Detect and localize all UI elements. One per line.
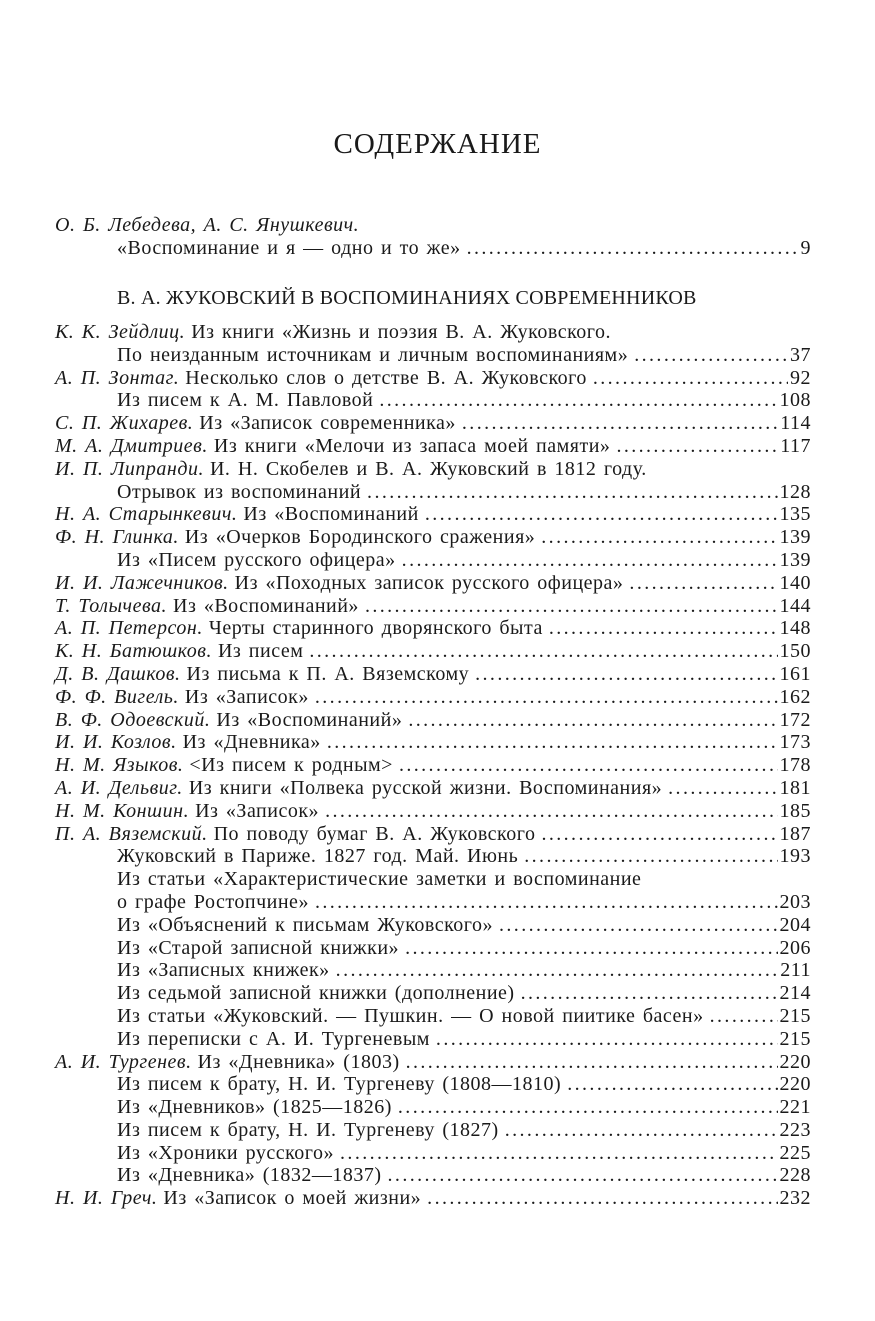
page-number: 204 (779, 913, 811, 936)
entry-title: Из статьи «Жуковский. — Пушкин. — О новой пиитике басен» (117, 1004, 704, 1027)
dot-leader (629, 572, 777, 595)
toc-entry[interactable] (55, 982, 811, 1005)
page-number: 214 (779, 982, 811, 1005)
toc-entry[interactable] (55, 1096, 811, 1119)
entry-title: Из письма к П. А. Вяземскому (186, 662, 470, 685)
entry-title: о графе Ростопчине» (117, 890, 309, 913)
entry-author: Н. А. Старынкевич. (55, 503, 238, 526)
page-number: 173 (779, 731, 811, 754)
dot-leader (462, 412, 778, 435)
entry-title: Из писем к брату, Н. И. Тургеневу (1827) (117, 1118, 499, 1141)
toc-entry[interactable] (55, 640, 811, 663)
toc-entry[interactable] (55, 344, 811, 367)
entry-title: «Воспоминание и я — одно и то же» (117, 236, 461, 259)
dot-leader (668, 777, 777, 800)
entry-title: <Из писем к родным> (189, 754, 393, 777)
entry-title: Из книги «Мелочи из запаса моей памяти» (213, 434, 611, 457)
toc-entry[interactable] (55, 367, 811, 390)
entry-title: Из «Записных книжек» (117, 959, 330, 982)
dot-leader (521, 982, 778, 1005)
toc-entry[interactable] (55, 595, 811, 618)
page-number: 206 (779, 936, 811, 959)
entry-title: Из писем (217, 640, 304, 663)
page-number: 172 (779, 708, 811, 731)
entry-author: С. П. Жихарев. (55, 412, 194, 435)
dot-leader (367, 481, 777, 504)
dot-leader (567, 1073, 777, 1096)
page-number: 187 (779, 822, 811, 845)
dot-leader (325, 800, 777, 823)
entry-author: Т. Толычева. (55, 594, 167, 617)
dot-leader (402, 549, 778, 572)
entry-title: Из «Дневника» (182, 731, 321, 754)
toc-entry[interactable] (55, 731, 811, 754)
entry-author: Д. В. Дашков. (55, 662, 181, 685)
entry-author: Ф. Ф. Вигель. (55, 685, 179, 708)
entry-author: К. К. Зейдлиц. (55, 321, 186, 343)
page-number: 225 (779, 1141, 811, 1164)
page-number: 128 (779, 480, 811, 503)
entry-author: Н. И. Греч. (55, 1187, 158, 1210)
entry-title: Из «Дневников» (1825—1826) (117, 1096, 392, 1119)
toc-list (55, 321, 811, 1210)
dot-leader (340, 1142, 777, 1165)
page-number: 223 (779, 1118, 811, 1141)
toc-entry[interactable] (55, 1119, 811, 1142)
dot-leader (524, 845, 777, 868)
toc-entry[interactable] (55, 845, 811, 868)
toc-entry[interactable] (55, 503, 811, 526)
toc-entry[interactable] (55, 1073, 811, 1096)
page-number: 215 (779, 1027, 811, 1050)
entry-title: Из книги «Жизнь и поэзия В. А. Жуковского. (191, 321, 611, 343)
dot-leader (315, 686, 778, 709)
page-number: 211 (780, 959, 811, 982)
dot-leader (616, 435, 778, 458)
page-number: 140 (779, 571, 811, 594)
toc-entry[interactable] (55, 237, 811, 260)
entry-title: Из «Дневника» (1803) (197, 1050, 400, 1073)
entry-title: Из писем к брату, Н. И. Тургеневу (1808—1810) (117, 1073, 562, 1096)
entry-author: И. П. Липранди. (55, 457, 204, 480)
toc-entry[interactable] (55, 481, 811, 504)
entry-author: П. А. Вяземский. (55, 822, 208, 845)
entry-title: Черты старинного дворянского быта (208, 617, 543, 640)
toc-entry[interactable] (55, 891, 811, 914)
entry-author: Н. М. Языков. (55, 754, 184, 777)
toc-entry[interactable] (55, 321, 811, 344)
page-number: 148 (779, 617, 811, 640)
page-number: 193 (779, 845, 811, 868)
page-number: 108 (779, 389, 811, 412)
page-number: 220 (779, 1050, 811, 1073)
entry-title: Из «Хроники русского» (117, 1141, 335, 1164)
dot-leader (336, 959, 779, 982)
page-number: 221 (779, 1096, 811, 1119)
entry-title: Из «Воспоминаний» (173, 594, 359, 617)
toc-entry[interactable] (55, 1051, 811, 1074)
entry-author: В. Ф. Одоевский. (55, 708, 211, 731)
dot-leader (549, 617, 778, 640)
entry-title: Из писем к А. М. Павловой (117, 389, 374, 412)
page-number: 178 (779, 754, 811, 777)
page-number: 139 (779, 526, 811, 549)
page-number: 92 (790, 366, 811, 389)
dot-leader (710, 1005, 778, 1028)
dot-leader (406, 1051, 778, 1074)
entry-title: По поводу бумаг В. А. Жуковского (213, 822, 536, 845)
toc-entry[interactable] (55, 526, 811, 549)
toc-entry[interactable] (55, 389, 811, 412)
dot-leader (425, 503, 778, 526)
toc-entry[interactable] (55, 709, 811, 732)
entry-title: Из «Объяснений к письмам Жуковского» (117, 913, 493, 936)
entry-title: По неизданным источникам и личным воспоминаниям» (117, 343, 629, 366)
toc-entry[interactable] (55, 549, 811, 572)
page-number: 139 (779, 548, 811, 571)
dot-leader (398, 1096, 778, 1119)
toc-entry[interactable] (55, 1164, 811, 1187)
dot-leader (388, 1164, 778, 1187)
entry-author: И. И. Козлов. (55, 731, 177, 754)
entry-title: Из «Воспоминаний (243, 503, 419, 526)
entry-title: Из статьи «Характеристические заметки и воспоминание (117, 868, 642, 891)
entry-author: О. Б. Лебедева, А. С. Янушкевич. (55, 214, 360, 236)
toc-entry[interactable] (55, 937, 811, 960)
dot-leader (541, 526, 777, 549)
entry-title: Из седьмой записной книжки (дополнение) (117, 982, 515, 1005)
entry-author: М. А. Дмитриев. (55, 434, 208, 457)
entry-title: Отрывок из воспоминаний (117, 480, 362, 503)
toc-entry[interactable] (55, 1142, 811, 1165)
toc-entry[interactable] (55, 914, 811, 937)
entry-author: А. И. Тургенев. (55, 1050, 192, 1073)
entry-title: Из «Старой записной книжки» (117, 936, 400, 959)
entry-author: Ф. Н. Глинка. (55, 526, 179, 549)
toc-entry[interactable] (55, 754, 811, 777)
toc-entry[interactable] (55, 412, 811, 435)
toc-entry[interactable] (55, 572, 811, 595)
dot-leader (436, 1028, 778, 1051)
entry-title: Из «Записок» (195, 799, 320, 822)
dot-leader (408, 709, 777, 732)
toc-entry[interactable] (55, 617, 811, 640)
entry-title: Из «Дневника» (1832—1837) (117, 1164, 382, 1187)
page-number: 228 (779, 1164, 811, 1187)
dot-leader (505, 1119, 778, 1142)
page-number: 150 (779, 640, 811, 663)
dot-leader (379, 389, 777, 412)
page-number: 203 (779, 890, 811, 913)
toc-entry[interactable] (55, 1187, 811, 1210)
page-number: 161 (779, 662, 811, 685)
dot-leader (467, 237, 799, 260)
entry-title: Из «Записок» (184, 685, 309, 708)
entry-title: Из «Очерков Бородинского сражения» (184, 526, 536, 549)
entry-title: Из «Походных записок русского офицера» (234, 571, 624, 594)
toc-entry[interactable] (55, 686, 811, 709)
toc-entry[interactable] (55, 214, 811, 237)
entry-title: Из «Воспоминаний» (216, 708, 403, 731)
entry-title: Из «Записок о моей жизни» (163, 1187, 422, 1210)
page-number: 185 (779, 799, 811, 822)
toc-entry[interactable] (55, 800, 811, 823)
toc-entry[interactable] (55, 1028, 811, 1051)
toc-entry[interactable] (55, 959, 811, 982)
entry-title: Несколько слов о детстве В. А. Жуковского (185, 366, 587, 389)
toc-entry[interactable] (55, 435, 811, 458)
page-number: 114 (780, 412, 811, 435)
entry-author: И. И. Лажечников. (55, 571, 229, 594)
entry-title: Жуковский в Париже. 1827 год. Май. Июнь (117, 845, 519, 868)
entry-title: Из «Писем русского офицера» (117, 548, 396, 571)
page-number: 144 (779, 594, 811, 617)
dot-leader (593, 367, 788, 390)
toc-entry[interactable] (55, 663, 811, 686)
entry-author: К. Н. Батюшков. (55, 640, 212, 663)
toc-entry[interactable] (55, 823, 811, 846)
page-number: 232 (779, 1187, 811, 1210)
toc-entry[interactable] (55, 868, 811, 891)
page-number: 220 (779, 1073, 811, 1096)
entry-author: Н. М. Коншин. (55, 799, 190, 822)
dot-leader (399, 754, 778, 777)
entry-title: И. Н. Скобелев и В. А. Жуковский в 1812 году. (209, 457, 647, 480)
page-title: СОДЕРЖАНИЕ (333, 128, 542, 160)
dot-leader (634, 344, 788, 367)
toc-entry[interactable] (55, 1005, 811, 1028)
dot-leader (475, 663, 777, 686)
toc-entry[interactable] (55, 777, 811, 800)
toc-entry[interactable] (55, 458, 811, 481)
dot-leader (327, 731, 778, 754)
entry-title: Из книги «Полвека русской жизни. Воспоминания» (188, 776, 663, 799)
page-number: 181 (779, 776, 811, 799)
dot-leader (541, 823, 777, 846)
dot-leader (309, 640, 777, 663)
dot-leader (427, 1187, 777, 1210)
entry-author: А. П. Петерсон. (55, 617, 203, 640)
dot-leader (315, 891, 778, 914)
dot-leader (365, 595, 778, 618)
dot-leader (499, 914, 778, 937)
page-number: 37 (790, 343, 811, 366)
section-heading: В. А. ЖУКОВСКИЙ В ВОСПОМИНАНИЯХ СОВРЕМЕННИКОВ (117, 287, 697, 309)
intro-entry (55, 214, 811, 260)
page-number: 117 (780, 434, 811, 457)
page-number: 215 (779, 1004, 811, 1027)
page-number: 135 (779, 503, 811, 526)
entry-title: Из «Записок современника» (199, 412, 456, 435)
page-number: 162 (779, 685, 811, 708)
dot-leader (405, 937, 777, 960)
entry-author: А. П. Зонтаг. (55, 366, 180, 389)
entry-title: Из переписки с А. И. Тургеневым (117, 1027, 430, 1050)
page-number: 9 (800, 236, 811, 259)
entry-author: А. И. Дельвиг. (55, 776, 183, 799)
